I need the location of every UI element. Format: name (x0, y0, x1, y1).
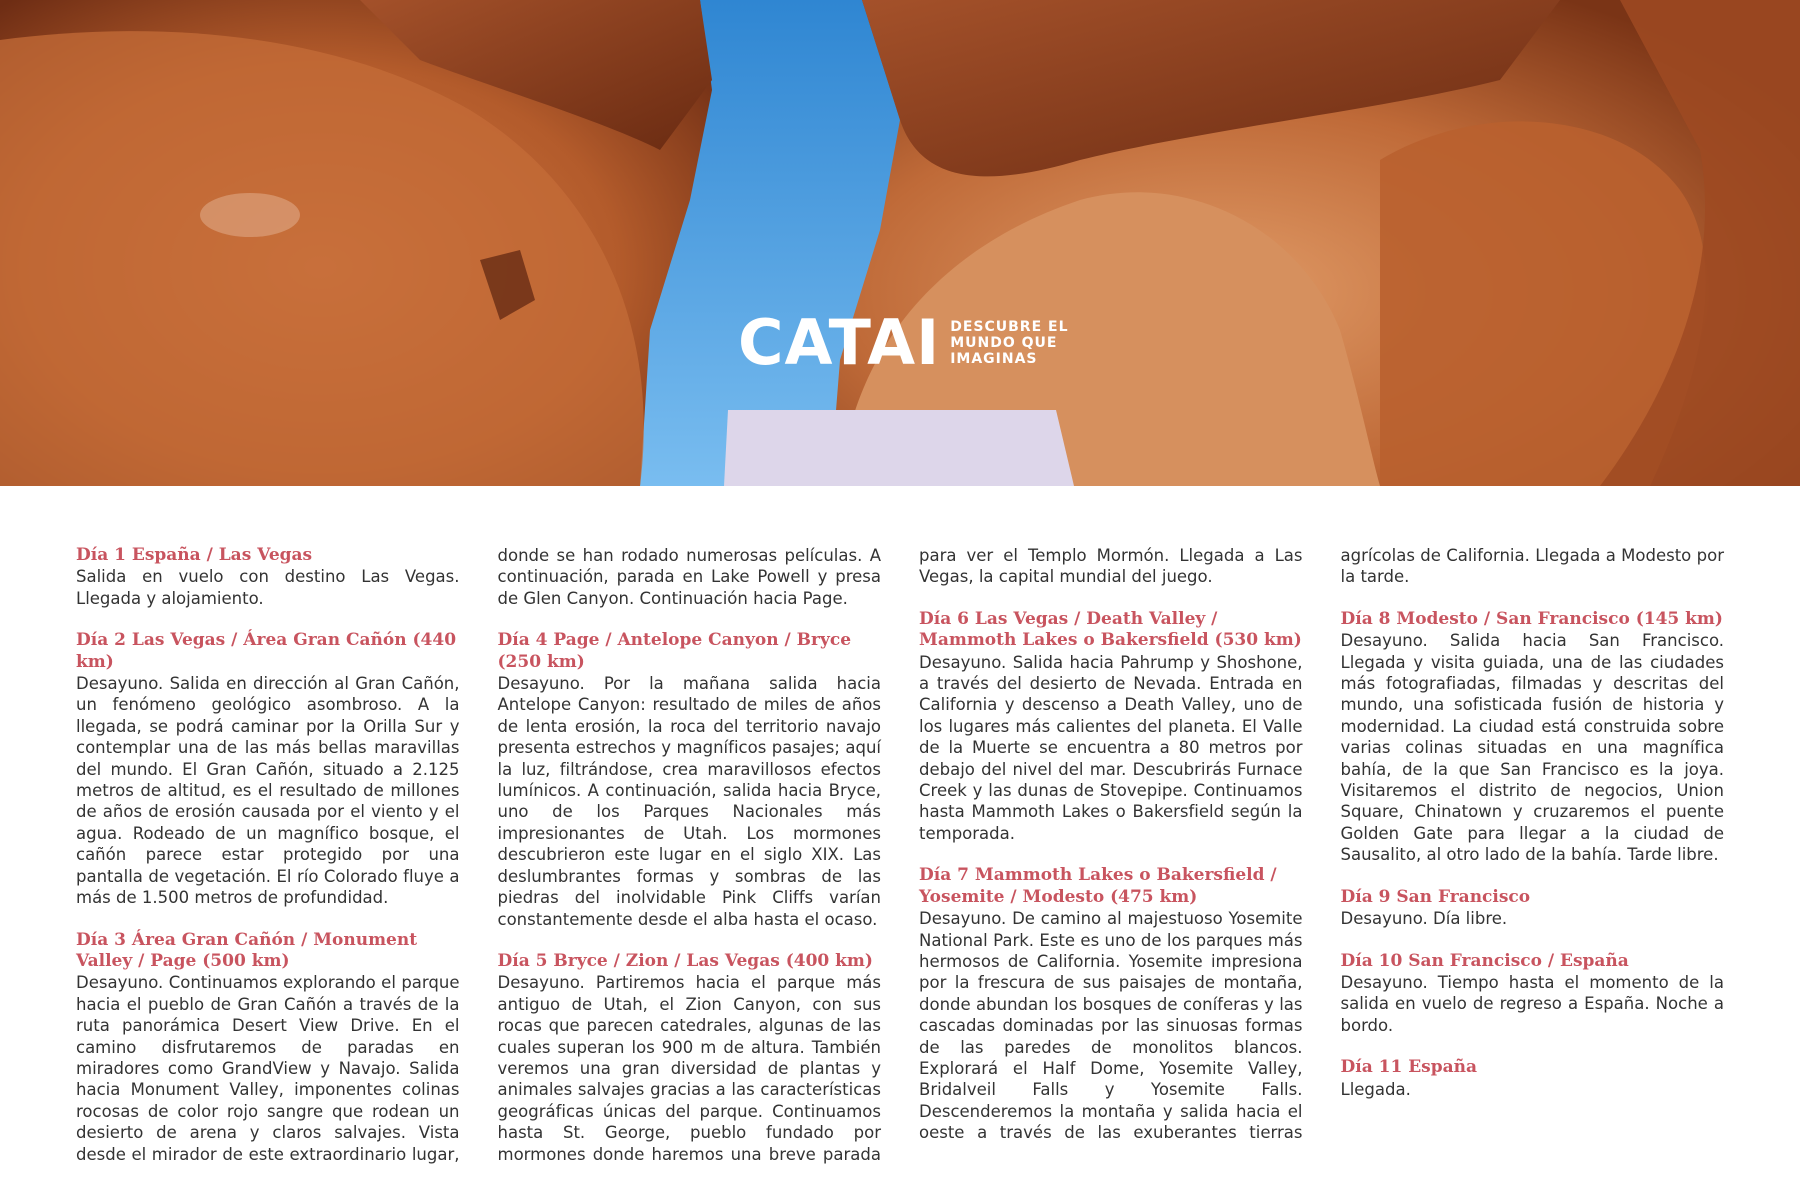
day-description: Desayuno. Continuamos explorando el parque hacia el pueblo de Gran Cañón a través de la ruta panorámica Desert View Drive. En el camino disfrutaremos de paradas en miradores como GrandView y Navajo. Salida hacia Monument Valley, imponentes colinas rocosas de color rojo sangre que rodean un desierto de arena y claros salvajes. Vista desde el mirador de este extraordinario lugar, donde se han rodado numerosas películas. A continuación, parada en Lake Powell y presa de Glen Canyon. Continuación hacia Page. (76, 546, 881, 1164)
day-description: Desayuno. Salida hacia Pahrump y Shoshone, a través del desierto de Nevada. Entrada en California y descenso a Death Valley, uno de los lugares más calientes del planeta. El Valle de la Muerte se encuentra a 80 metros por debajo del nivel del mar. Descubrirás Furnace Creek y las dunas de Stovepipe. Continuamos hasta Mammoth Lakes o Bakersfield según la temporada. (919, 652, 1303, 843)
day-description: Desayuno. Partiremos hacia el parque más antiguo de Utah, el Zion Canyon, con sus rocas que parecen catedrales, algunas de las cuales superan los 900 m de altura. También veremos una gran diversidad de plantas y animales salvajes gracias a las características geográficas únicas del parque. Continuamos hasta St. George, pueblo fundado por mormones donde haremos una breve parada para ver el Templo Mormón. Llegada a Las Vegas, la capital mundial del juego. (497, 546, 1303, 1164)
day-title: Día 5 Bryce / Zion / Las Vegas (400 km) (497, 950, 873, 971)
day-description: Desayuno. Por la mañana salida hacia Antelope Canyon: resultado de miles de años de lenta erosión, la roca del territorio navajo presenta estrechos y magníficos pasajes; aquí la luz, filtrándose, crea maravillosos efectos lumínicos. A continuación, salida hacia Bryce, uno de los Parques Nacionales más impresionantes de Utah. Los mormones descubrieron este lugar en el siglo XIX. Las deslumbrantes formas y sombras de las piedras del inolvidable Pink Cliffs varían constantemente desde el alba hasta el ocaso. (497, 674, 881, 929)
day-description: Desayuno. Salida hacia San Francisco. Llegada y visita guiada, una de las ciudades más fotografiadas, filmadas y descritas del mundo, una sofisticada fusión de historia y modernidad. La ciudad está construida sobre varias colinas situadas en una magnífica bahía, de la que San Francisco es la joya. Visitaremos el distrito de negocios, Union Square, Chinatown y cruzaremos el puente Golden Gate para llegar a la ciudad de Sausalito, al otro lado de la bahía. Tarde libre. (1340, 631, 1724, 865)
day-title: Día 9 San Francisco (1340, 886, 1531, 907)
hero-canyon-image (0, 0, 1800, 486)
day-title: Día 7 Mammoth Lakes o Bakersfield / Yosemite / Modesto (475 km) (919, 865, 1277, 907)
day-section-4 (498, 630, 882, 930)
day-section-11 (1341, 1057, 1725, 1100)
tagline-line: DESCUBRE EL (950, 319, 1069, 335)
brand-name: CATAI (738, 306, 941, 379)
day-description: Desayuno. Salida en dirección al Gran Cañón, un fenómeno geológico asombroso. A la llegada, se podrá caminar por la Orilla Sur y contemplar una de las más bellas maravillas del mundo. El Gran Cañón, situado a 2.125 metros de altitud, es el resultado de millones de años de erosión causada por el viento y el agua. Rodeado de un magnífico bosque, el cañón parece estar protegido por una pantalla de vegetación. El río Colorado fluye a más de 1.500 metros de profundidad. (76, 674, 460, 908)
day-title: Día 10 San Francisco / España (1340, 950, 1629, 971)
catai-logo (738, 306, 1069, 379)
day-section-10 (1341, 951, 1725, 1037)
day-section-2 (76, 630, 460, 908)
day-section-8 (1341, 609, 1725, 866)
day-description: Desayuno. Día libre. (1340, 909, 1508, 929)
day-description: Desayuno. Tiempo hasta el momento de la salida en vuelo de regreso a España. Noche a bordo. (1340, 972, 1724, 1035)
day-section-9 (1341, 887, 1725, 930)
day-title: Día 6 Las Vegas / Death Valley / Mammoth Lakes o Bakersfield (530 km) (919, 608, 1302, 651)
day-section-1 (76, 545, 460, 609)
day-title: Día 8 Modesto / San Francisco (145 km) (1340, 608, 1723, 629)
tagline-line: MUNDO QUE (950, 335, 1058, 351)
day-section-6 (919, 609, 1303, 844)
day-title: Día 1 España / Las Vegas (76, 545, 313, 565)
day-description: Salida en vuelo con destino Las Vegas. Llegada y alojamiento. (76, 567, 460, 608)
day-title: Día 11 España (1340, 1057, 1478, 1078)
day-title: Día 2 Las Vegas / Área Gran Cañón (440 km) (76, 630, 457, 672)
day-description: Desayuno. De camino al majestuoso Yosemite National Park. Este es uno de los parques más hermosos de California. Yosemite impresiona por la frescura de sus paisajes de montaña, donde abundan los bosques de coníferas y las cascadas dominadas por las sinuosas formas de las paredes de monolitos blancos. Explorará el Half Dome, Yosemite Valley, Bridalveil Falls y Yosemite Falls. Descenderemos la montaña y salida hacia el oeste a través de las exuberantes tierras agrícolas de California. Llegada a Modesto por la tarde. (919, 546, 1724, 1143)
day-title: Día 4 Page / Antelope Canyon / Bryce (250 km) (497, 630, 852, 672)
itinerary-columns (76, 545, 1724, 1185)
day-title: Día 3 Área Gran Cañón / Monument Valley / Page (500 km) (76, 929, 418, 971)
tagline-line: IMAGINAS (950, 351, 1038, 367)
day-description: Llegada. (1340, 1079, 1411, 1099)
canyon-illustration (0, 0, 1800, 486)
brand-tagline (950, 319, 1068, 367)
